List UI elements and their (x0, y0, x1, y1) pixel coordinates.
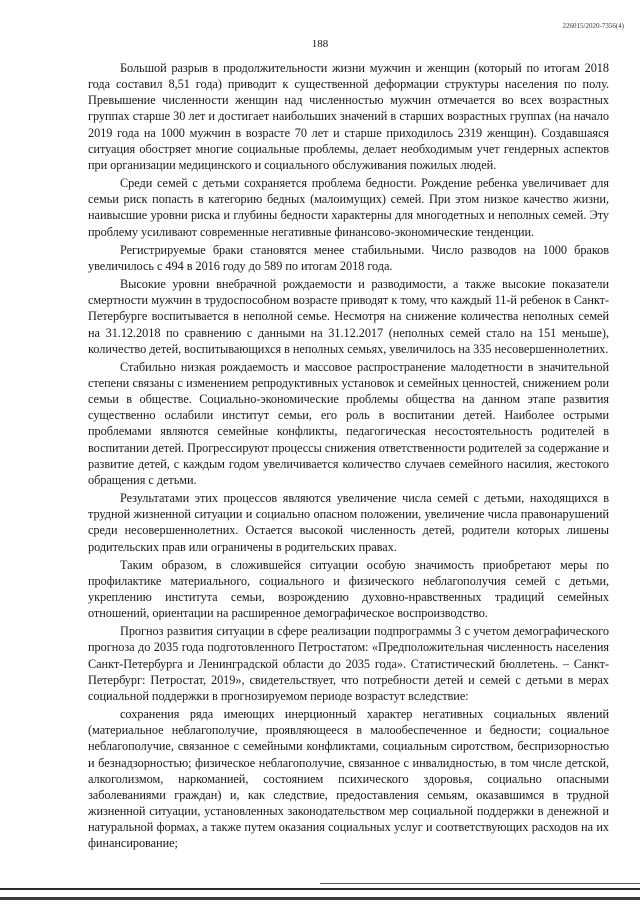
scan-edge-line (0, 897, 640, 900)
paragraph: Большой разрыв в продолжительности жизни мужчин и женщин (который по итогам 2018 года составил 8,51 года) приводит к существенной деформации структуры населения по полу. Превышение численности женщин над численностью мужчин отмечается во всех возрастных группах старше 30 лет и достигает наибольших значений в старших возрастных группах (на начало 2019 года на 1000 мужчин в возрасте 70 лет и старше приходилось 2319 женщин). Создавшаяся ситуация обостряет многие социальные проблемы, делает необходимым учет гендерных аспектов при организации медицинского и социального обслуживания пожилых людей. (88, 61, 609, 172)
scan-edge-line (320, 883, 640, 884)
paragraph: Высокие уровни внебрачной рождаемости и разводимости, а также высокие показатели смертности мужчин в трудоспособном возрасте приводят к тому, что каждый 11-й ребенок в Санкт-Петербурге воспитывается в неполной семье. Несмотря на снижение количества неполных семей на 31.12.2018 по сравнению с данными на 31.12.2017 (неполных семей стало на 151 меньше), количество детей, воспитывающихся в неполных семьях, увеличилось на 335 несовершеннолетних. (88, 277, 609, 356)
paragraph: Регистрируемые браки становятся менее стабильными. Число разводов на 1000 браков увеличилось с 494 в 2016 году до 589 по итогам 2018 года. (88, 242, 609, 273)
paragraph: Стабильно низкая рождаемость и массовое распространение малодетности в значительной степени связаны с изменением репродуктивных установок и семейных ценностей, снижением роли семьи в обществе. Социально-экономические проблемы общества на данном этапе развития существенно ослабили институт семьи, его роль в воспитании детей. Наиболее острыми проблемами являются семейные конфликты, педагогическая несостоятельность родителей в воспитании детей. Прогрессируют процессы снижения ответственности родителей за содержание и развитие детей, с каждым годом увеличивается количество случаев семейного насилия, жестокого обращения с детьми. (88, 359, 609, 487)
scan-edge-line (0, 888, 640, 890)
paragraph: сохранения ряда имеющих инерционный характер негативных социальных явлений (материальное неблагополучие, проявляющееся в малообеспеченное и бедности; социальное неблагополучие, связанное с семейными конфликтами, социальным сиротством, беспризорностью и безнадзорностью; физическое неблагополучие, связанное с инвалидностью, в том числе детской, алкоголизмом, наркоманией, состоянием психического здоровья, социально опасными заболеваниями граждан) и, как следствие, предоставления семьям, оказавшимся в трудной жизненной ситуации, установленных законодательством мер социальной поддержки в денежной и натуральной формах, а также путем оказания социальных услуг и соответствующих расходов на их финансирование; (88, 707, 609, 851)
paragraph: Среди семей с детьми сохраняется проблема бедности. Рождение ребенка увеличивает для семьи риск попасть в категорию бедных (малоимущих) семей. При этом низкое качество жизни, наивысшие уровни риска и глубины бедности характерны для многодетных и неполных семей. Эту проблему усиливают современные негативные финансово-экономические тенденции. (88, 176, 609, 239)
document-id: 226015/2020-7356(4) (562, 22, 624, 30)
document-body (88, 60, 609, 854)
page-number: 188 (311, 38, 329, 50)
paragraph: Прогноз развития ситуации в сфере реализации подпрограммы 3 с учетом демографического прогноза до 2035 года подготовленного Петростатом: «Предположительная численность населения Санкт-Петербурга и Ленинградской области до 2035 года». Статистический бюллетень. – Санкт-Петербург: Петростат, 2019», свидетельствует, что потребности детей и семей с детьми в мерах социальной поддержки в прогнозируемом периоде возрастут вследствие: (88, 624, 609, 703)
paragraph: Результатами этих процессов являются увеличение числа семей с детьми, находящихся в трудной жизненной ситуации и социально опасном положении, увеличение числа правонарушений среди несовершеннолетних. Остается высокой численность детей, родители которых лишены родительских прав или ограничены в родительских правах. (88, 491, 609, 554)
paragraph: Таким образом, в сложившейся ситуации особую значимость приобретают меры по профилактике материального, социального и физического неблагополучия семей с детьми, укреплению института семьи, возрождению духовно-нравственных традиций семейных отношений, ориентации на расширенное демографическое воспроизводство. (88, 557, 609, 621)
